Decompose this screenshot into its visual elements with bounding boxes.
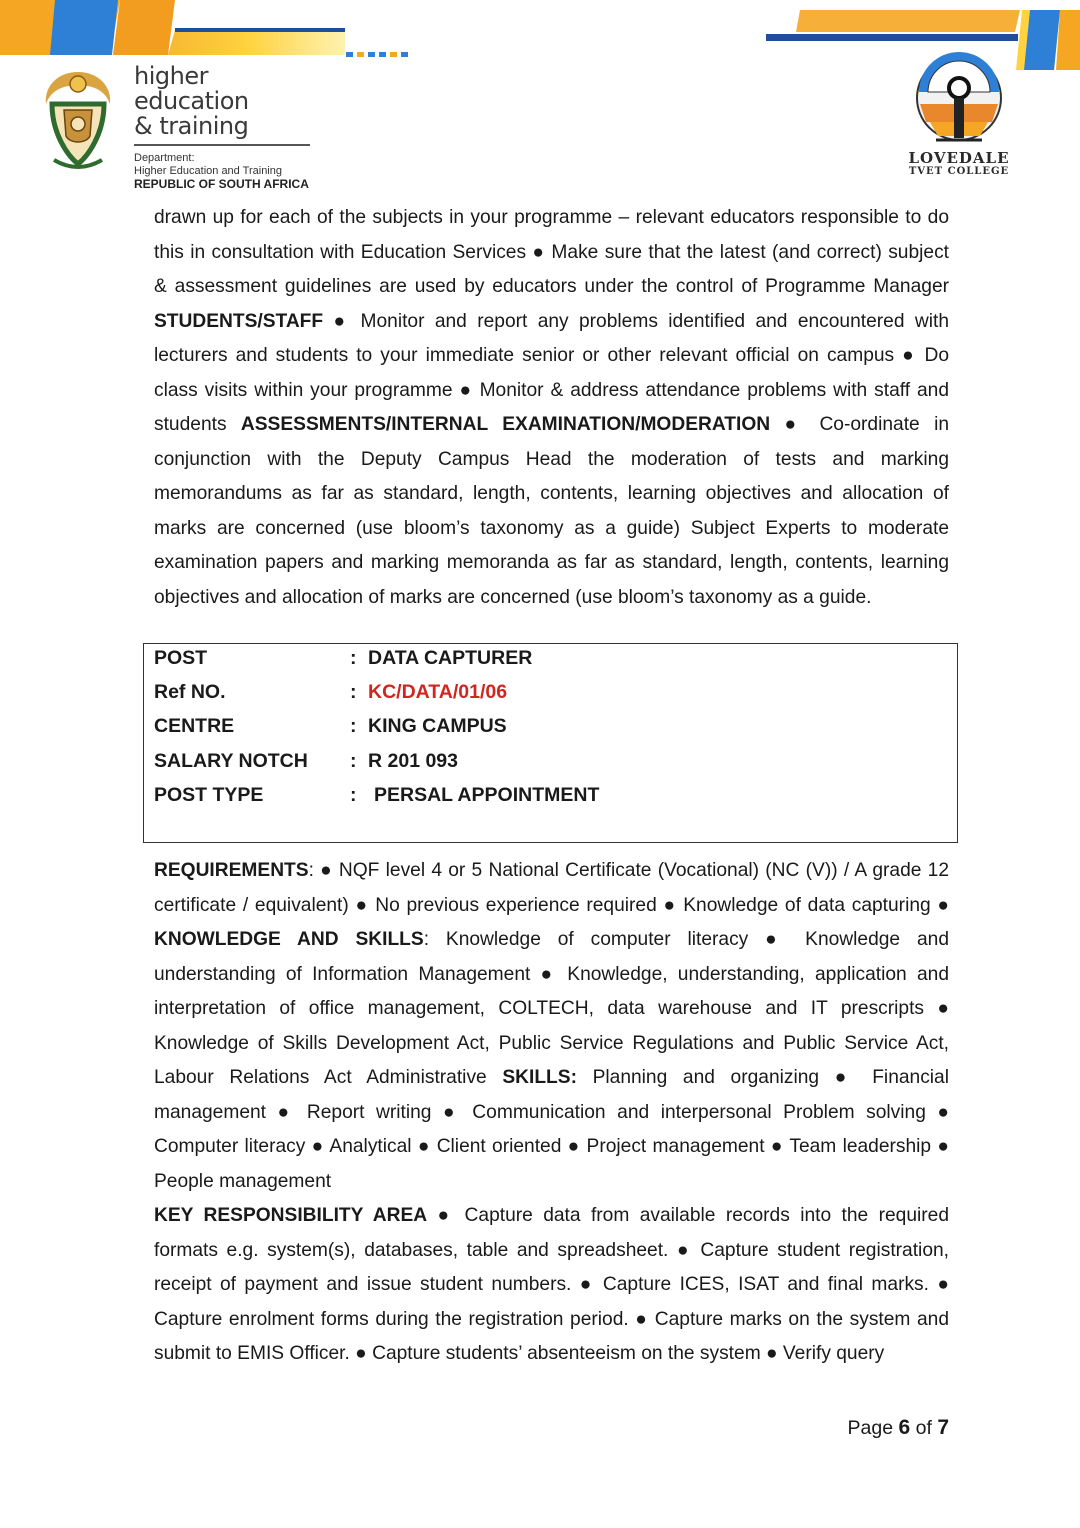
dept-country: REPUBLIC OF SOUTH AFRICA	[134, 177, 309, 191]
centre-value: KING CAMPUS	[368, 715, 507, 737]
dept-label: Department:	[134, 152, 195, 164]
dept-title-line2: & training	[134, 112, 249, 140]
requirements-heading: REQUIREMENTS	[154, 860, 309, 881]
coat-of-arms-icon	[38, 64, 118, 172]
department-block	[134, 64, 324, 191]
lovedale-college-logo-icon	[908, 52, 1010, 150]
separator: :	[350, 647, 357, 669]
kra-text: ● Capture data from available records into the required formats e.g. system(s), databases, table and spreadsheet. ● Capture student registration, receipt of payment and issue student numbers. ● Capture ICES, ISAT and final marks. ● Capture enrolment forms during the registration period. ● Capture marks on the system and submit to EMIS Officer. ● Capture students’ absenteeism on the system ● Verify query	[154, 1205, 949, 1364]
letterhead-color-bars-left	[0, 0, 400, 60]
requirements-text-2: : Knowledge of computer literacy ● Knowledge and understanding of Information Management ● Knowledge, understanding, application and interpretation of office management, COLTECH, data warehouse and IT prescripts ● Knowledge of Skills Development Act, Public Service Regulations and Public Service Act, Labour Relations Act Administrative	[154, 929, 950, 1088]
dept-title-line1: higher education	[134, 62, 249, 115]
post-type-value: PERSAL APPOINTMENT	[374, 784, 600, 806]
key-responsibility-paragraph	[154, 1199, 949, 1372]
dept-divider	[134, 144, 310, 146]
separator: :	[350, 681, 357, 703]
college-name: LOVEDALE	[908, 149, 1010, 167]
knowledge-skills-heading: KNOWLEDGE AND SKILLS	[154, 929, 424, 950]
decorative-dots	[346, 52, 412, 57]
of-word: of	[915, 1417, 932, 1439]
separator: :	[350, 715, 357, 737]
intro-paragraph	[154, 201, 949, 615]
college-subtitle: TVET COLLEGE	[908, 166, 1010, 177]
skills-heading: SKILLS:	[502, 1067, 577, 1088]
intro-text-1: drawn up for each of the subjects in your programme – relevant educators responsible to do this in consultation with Education Services ● Make sure that the latest (and correct) subject & assessment guidelines are used by educators under the control of Programme Manager	[154, 207, 949, 297]
ref-value: KC/DATA/01/06	[368, 681, 508, 703]
kra-heading: KEY RESPONSIBILITY AREA	[154, 1205, 428, 1226]
page-current: 6	[898, 1416, 911, 1439]
salary-label: SALARY NOTCH	[154, 750, 308, 772]
requirements-text-3: Planning and organizing ● Financial management ● Report writing ● Communication and interpersonal Problem solving ● Computer literacy ● Analytical ● Client oriented ● Project management ● Team leadership ● People management	[154, 1067, 949, 1192]
salary-value: R 201 093	[368, 750, 458, 772]
requirements-text-1: : ● NQF level 4 or 5 National Certificate (Vocational) (NC (V)) / A grade 12 certificate / equivalent) ● No previous experience required ● Knowledge of data capturing ●	[154, 860, 949, 916]
post-value: DATA CAPTURER	[368, 647, 533, 669]
separator: :	[350, 784, 357, 806]
students-staff-heading: STUDENTS/STAFF	[154, 310, 324, 332]
letterhead	[0, 0, 1080, 190]
dept-name: Higher Education and Training	[134, 165, 282, 177]
intro-text-3: ● Co-ordinate in conjunction with the Deputy Campus Head the moderation of tests and marking memorandums as far as standard, length, contents, learning objectives and allocation of marks are concerned (use bloom’s taxonomy as a guide) Subject Experts to moderate examination papers and marking memoranda as far as standard, length, contents, learning objectives and allocation of marks are concerned (use bloom’s taxonomy as a guide.	[154, 414, 949, 608]
assessments-heading: ASSESSMENTS/INTERNAL EXAMINATION/MODERATION	[240, 414, 771, 435]
college-name-block	[900, 150, 1018, 178]
intro-text-2: ● Monitor and report any problems identified and encountered with lecturers and students to your immediate senior or other relevant official on campus ● Do class visits within your programme ● Monitor & address attendance problems with staff and students	[154, 310, 949, 435]
requirements-paragraph	[154, 854, 949, 1199]
post-label: POST	[154, 647, 208, 669]
ref-label: Ref NO.	[154, 681, 226, 703]
page-word: Page	[847, 1417, 894, 1439]
page-total: 7	[937, 1416, 949, 1439]
post-info-box	[143, 643, 958, 843]
page-number	[848, 1416, 949, 1440]
centre-label: CENTRE	[154, 715, 235, 737]
post-type-label: POST TYPE	[154, 784, 264, 806]
separator: :	[350, 750, 357, 772]
